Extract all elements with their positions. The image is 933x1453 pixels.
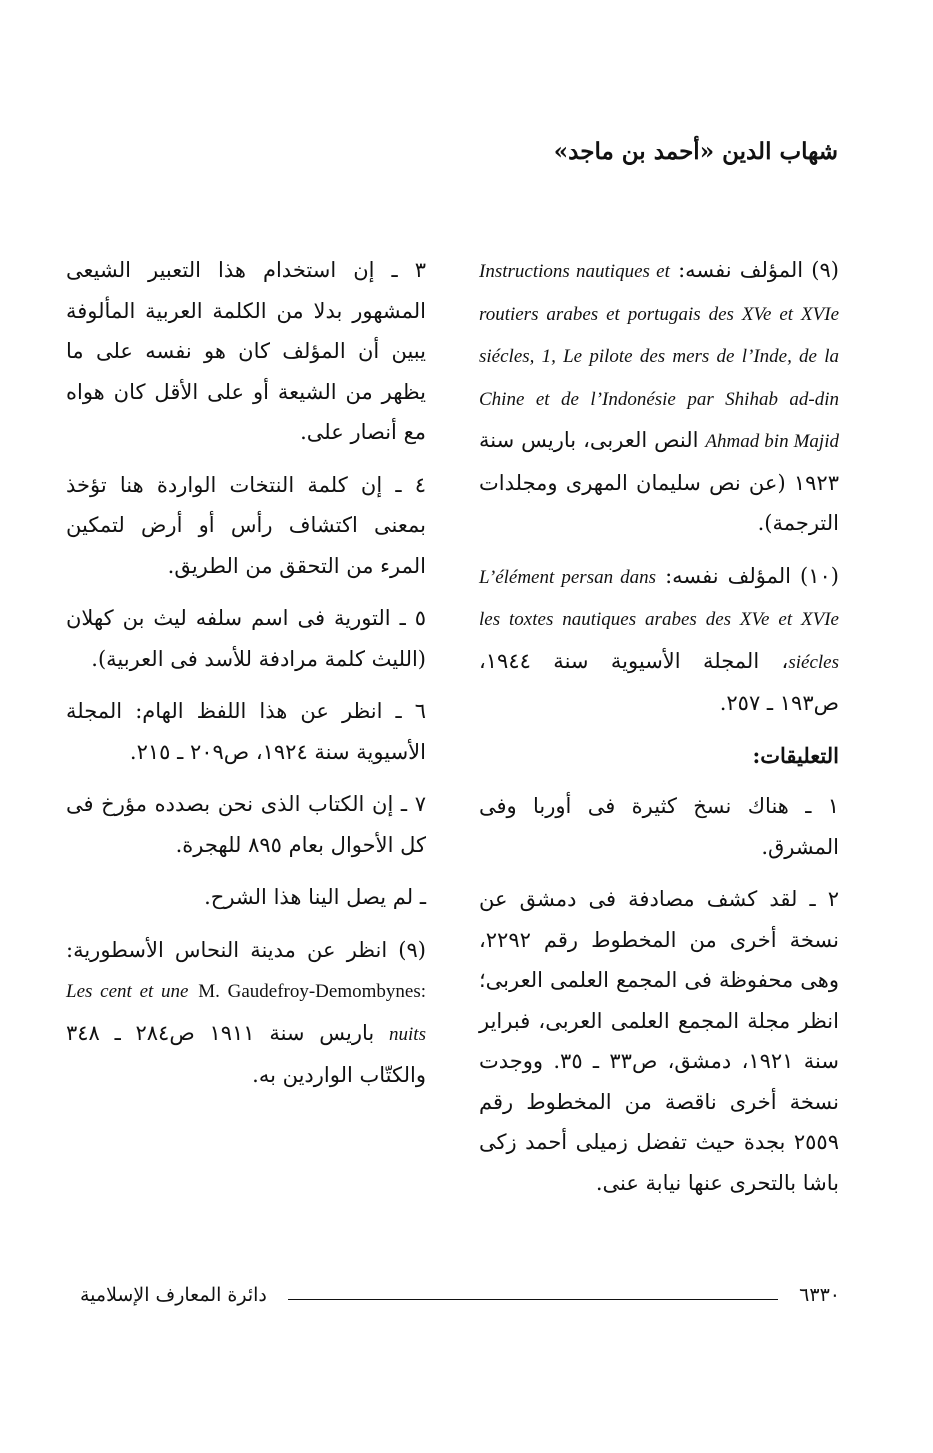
comment-7: ٧ ـ إن الكتاب الذى نحن بصدده مؤرخ فى كل الأحوال بعام ٨٩٥ للهجرة.	[66, 792, 426, 857]
note-9-tail: النص العربى، باريس سنة ١٩٢٣ (عن نص سليمان المهرى ومجلدات الترجمة).	[479, 428, 839, 535]
note-9	[479, 250, 839, 544]
note-9-lead: (٩) المؤلف نفسه:	[669, 258, 839, 282]
note-10-tail: ، المجلة الأسيوية سنة ١٩٤٤، ص١٩٣ ـ ٢٥٧.	[479, 648, 839, 715]
left-column	[66, 250, 426, 1108]
comment-3: ٣ ـ إن استخدام هذا التعبير الشيعى المشهور بدلا من الكلمة العربية المألوفة يبين أن المؤلف كان هو نفسه على ما يظهر من الشيعة أو على الأقل كان هواه مع أنصار على.	[66, 258, 426, 444]
page-footer	[80, 1284, 840, 1314]
note-10	[479, 556, 839, 724]
comment-4: ٤ ـ إن كلمة النتخات الواردة هنا تؤخذ بمعنى اكتشاف رأس أو أرض لتمكين المرء من التحقق من الطريق.	[66, 472, 426, 578]
note-10-lead: (١٠) المؤلف نفسه:	[656, 563, 839, 588]
right-column	[479, 250, 839, 1215]
note-10-french-title: L’élément persan dans les toxtes nautiques arabes des XVe et XVIe siécles	[479, 566, 839, 673]
note-9-second-lead: (٩) انظر عن مدينة النحاس الأسطورية:	[66, 937, 426, 962]
comment-2: ٢ ـ لقد كشف مصادفة فى دمشق عن نسخة أخرى من المخطوط رقم ٢٢٩٢، وهى محفوظة فى المجمع العلمى العربى؛ انظر مجلة المجمع العلمى العربى، فبراير سنة ١٩٢١، دمشق، ص٣٣ ـ ٣٥. ووجدت نسخة أخرى ناقصة من المخطوط رقم ٢٥٥٩ بجدة حيث تفضل زميلى أحمد زكى باشا بالتحرى عنها نيابة عنى.	[479, 887, 839, 1195]
note-9-french-title: Instructions nautiques et routiers arabes et portugais des XVe et XVIe siécles, 1, Le pilote des mers de l’Inde, de la Chine et de l’Indonésie par Shihab ad-din Ahmad bin Majid	[479, 261, 839, 452]
comment-1: ١ ـ هناك نسخ كثيرة فى أوربا وفى المشرق.	[479, 794, 839, 859]
publication-title: دائرة المعارف الإسلامية	[80, 1284, 267, 1306]
comment-5: ٥ ـ التورية فى اسم سلفه ليث بن كهلان (الليث كلمة مرادفة للأسد فى العربية).	[66, 606, 426, 671]
comments-heading: التعليقات:	[752, 742, 839, 768]
note-9-second-book: Les cent et une nuits	[66, 981, 426, 1045]
footer-rule	[288, 1299, 778, 1300]
note-9-second-tail: باريس سنة ١٩١١ ص٢٨٤ ـ ٣٤٨ والكتّاب الواردين به.	[66, 1020, 426, 1087]
comment-dash: ـ لم يصل الينا هذا الشرح.	[204, 885, 426, 909]
page-number: ٦٣٣٠	[799, 1284, 840, 1306]
running-header: شهاب الدين «أحمد بن ماجد»	[553, 138, 838, 165]
note-9-second-author: M. Gaudefroy-Demombynes:	[198, 981, 427, 1002]
note-9-second	[66, 930, 426, 1096]
comment-6: ٦ ـ انظر عن هذا اللفظ الهام: المجلة الأسيوية سنة ١٩٢٤، ص٢٠٩ ـ ٢١٥.	[66, 699, 426, 764]
